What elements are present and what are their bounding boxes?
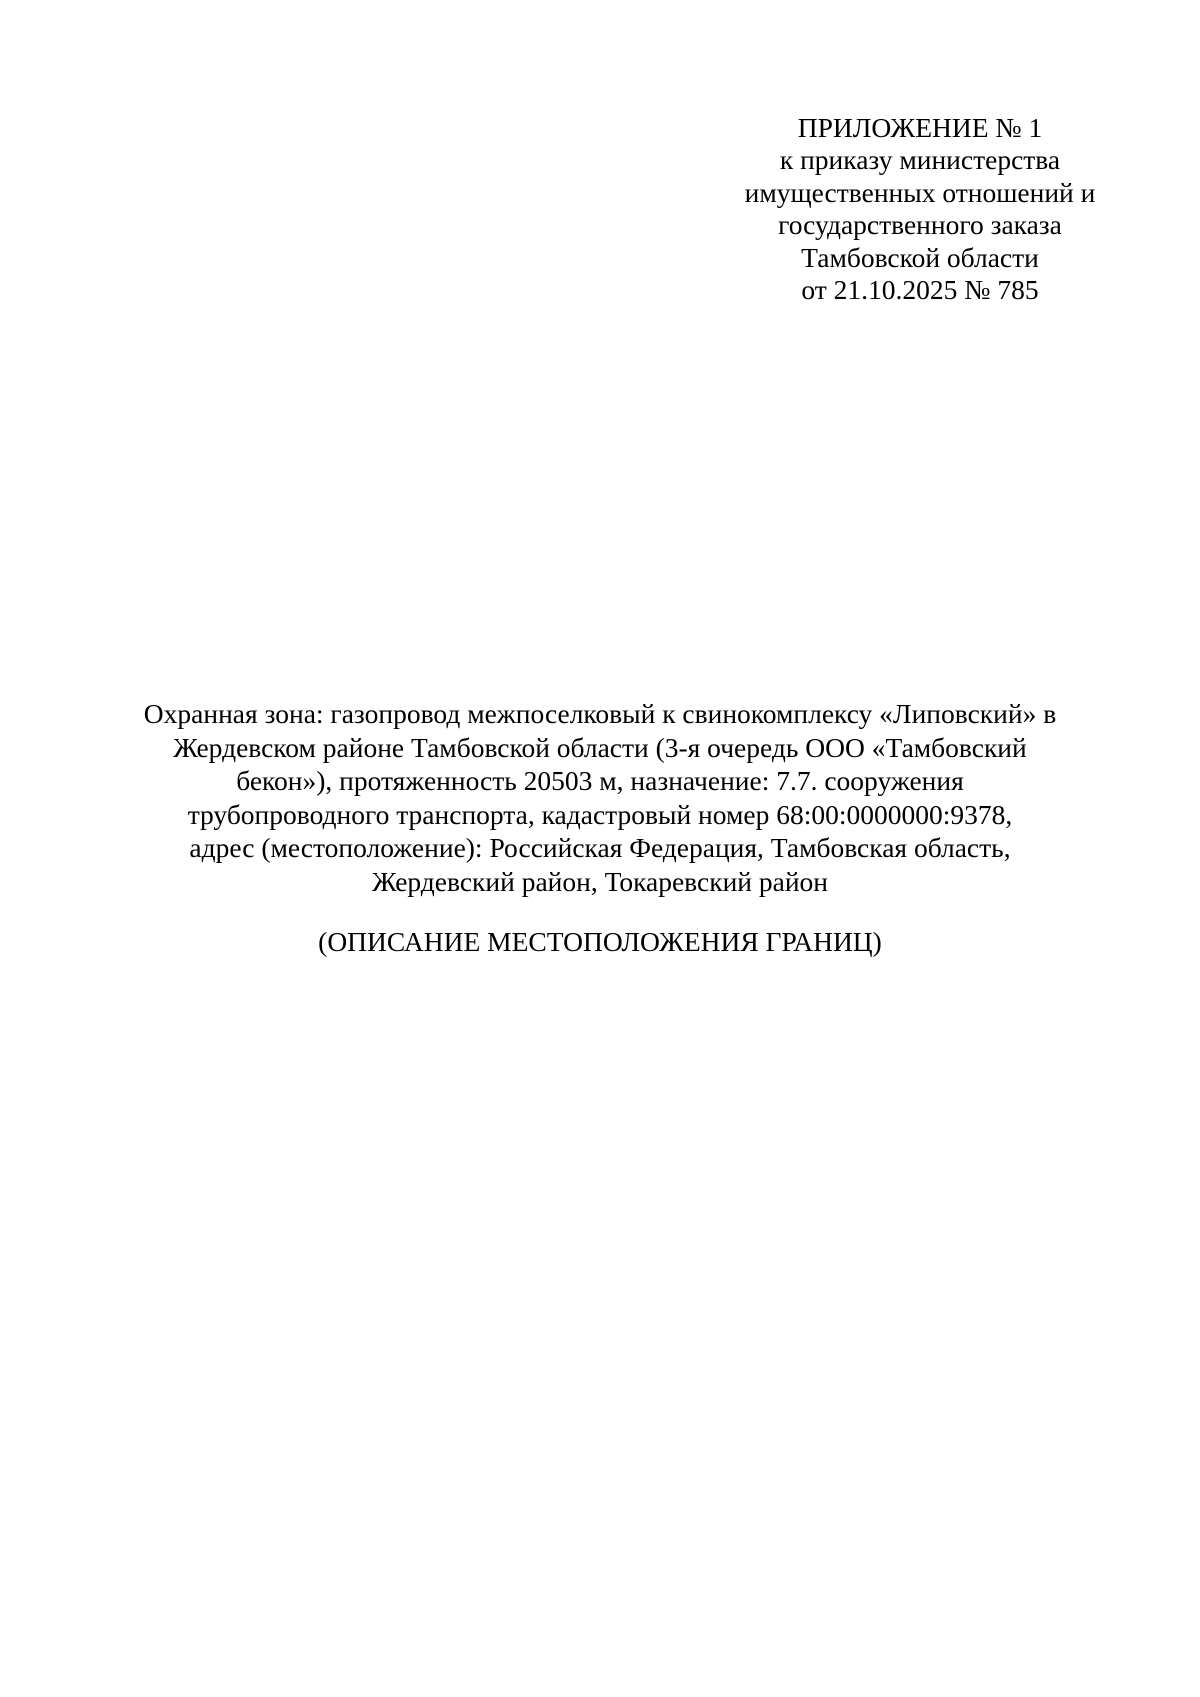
zone-description-line: адрес (местоположение): Российская Федерация, Тамбовская область, bbox=[189, 832, 1011, 863]
section-title: (ОПИСАНИЕ МЕСТОПОЛОЖЕНИЯ ГРАНИЦ) bbox=[318, 926, 882, 957]
appendix-line: Тамбовской области bbox=[801, 241, 1039, 273]
zone-description-line: трубопроводного транспорта, кадастровый номер 68:00:0000000:9378, bbox=[187, 798, 1013, 830]
appendix-header bbox=[700, 112, 1140, 306]
appendix-title: ПРИЛОЖЕНИЕ № 1 bbox=[797, 112, 1043, 143]
zone-description-line: Охранная зона: газопровод межпоселковый к свинокомплексу «Липовский» в bbox=[143, 698, 1057, 729]
protection-zone-description bbox=[120, 697, 1080, 898]
appendix-line: имущественных отношений и bbox=[744, 176, 1096, 208]
zone-description-line: Жердевском районе Тамбовской области (3-я очередь ООО «Тамбовский bbox=[173, 731, 1027, 763]
appendix-line: государственного заказа bbox=[778, 209, 1062, 241]
appendix-order-date: от 21.10.2025 № 785 bbox=[801, 274, 1039, 306]
zone-description-line: бекон»), протяженность 20503 м, назначение: 7.7. сооружения bbox=[236, 765, 964, 796]
appendix-line: к приказу министерства bbox=[779, 144, 1061, 176]
zone-description-line: Жердевский район, Токаревский район bbox=[371, 865, 829, 897]
